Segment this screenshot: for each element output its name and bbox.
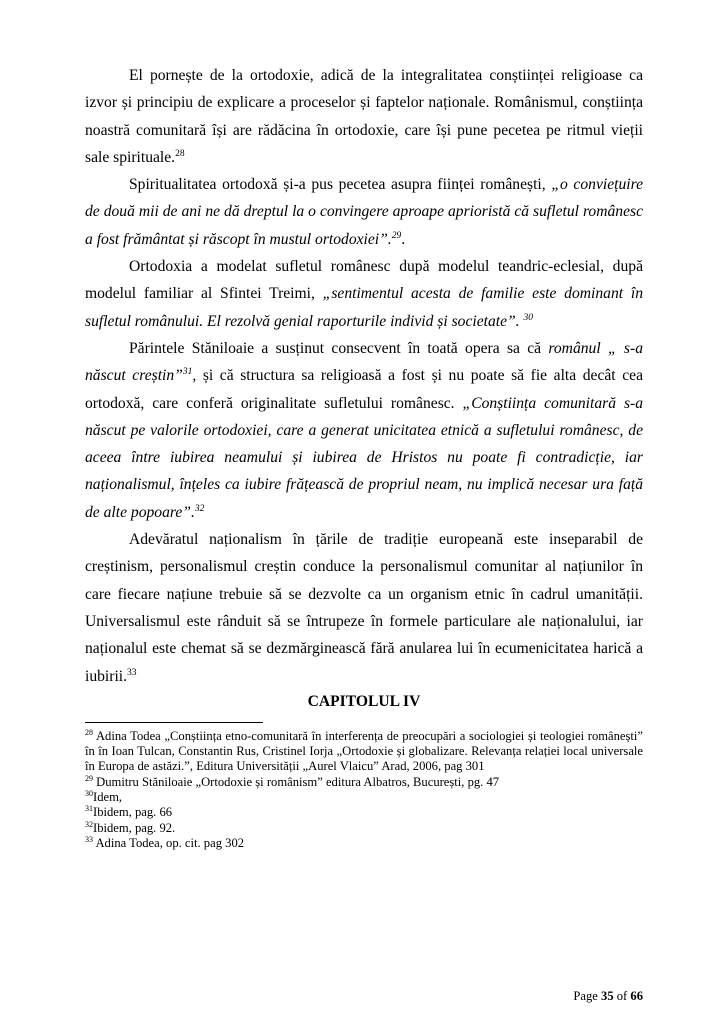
paragraph-text: El pornește de la ortodoxie, adică de la integralitatea conștiinței religioase ca izvor și principiu de explicare a proceselor și faptelor naționale. Românismul, conștiința noastră comunitară își are rădăcina în ortodoxie, care își pune pecetea pe ritmul vieții sale spirituale. [85,67,643,166]
page-total: 66 [630,989,643,1003]
footnote-text: Adina Todea, op. cit. pag 302 [93,835,245,850]
footnote-ref: 33 [127,667,137,678]
chapter-heading: CAPITOLUL IV [307,692,421,710]
footnote [85,775,643,790]
quoted-text: „sentimentul acesta de familie este dominant în sufletul românului. El rezolvă genial raporturile individ și societate”. [85,285,643,330]
body-paragraph [85,335,643,526]
page-footer [573,989,643,1004]
document-page [85,62,643,851]
footnote-number: 33 [85,834,93,844]
page-label: Page [573,989,602,1003]
footnote-number: 32 [85,819,93,829]
body-paragraph [85,526,643,690]
footnote-ref: 30 [523,312,533,323]
footnote-text: Ibidem, pag. 66 [93,805,173,820]
body-paragraph [85,62,643,171]
footnote-ref: 31 [182,367,193,378]
footnote [85,805,643,820]
footnote-text: Ibidem, pag. 92. [93,820,176,835]
paragraph-text: Spiritualitatea ortodoxă și-a pus pecetea asupra ființei românești, [129,176,552,194]
footnote-number: 29 [85,773,93,783]
body-paragraph [85,253,643,335]
footnote [85,729,643,775]
footnote [85,836,643,851]
body-text [85,62,643,690]
quoted-text: „o conviețuire de două mii de ani ne dă dreptul la o convingere aproape aprioristă că sufletul românesc a fost frământat și răscopt în mustul ortodoxiei”. [85,176,643,248]
footnote-text: Dumitru Stăniloaie „Ortodoxie și românism” editura Albatros, București, pg. 47 [93,774,500,789]
paragraph-text: . [401,230,406,248]
quoted-text: „Conștiința comunitară s-a născut pe valorile ortodoxiei, care a generat unicitatea etnică a sufletului românesc, de aceea între iubirea neamului și iubirea de Hristos nu poate fi contradicție, iar naționalismul, înțeles ca iubire frățească de propriul neam, nu implică necesar ura față de alte popoare”. [85,394,643,521]
paragraph-text: Părintele Stăniloaie a susținut consecvent în toată opera sa că [129,339,549,357]
footnotes [85,729,643,851]
footnote-ref: 28 [175,148,185,159]
footnote-number: 28 [85,727,93,737]
footnote [85,821,643,836]
paragraph-text: și că structura sa religioasă a fost și nu poate să fie alta decât cea ortodoxă, care conferă originalitate sufletului românesc. [85,367,643,412]
paragraph-text: Adevăratul naționalism în țările de tradiție europeană este inseparabil de creștinism, personalismul creștin conduce la personalismul comunitar al națiunilor în care fiecare națiune trebuie să se dezvolte ca un organism etnic în cadrul umanității. Universalismul este rânduit să se întrupeze în formele particulare ale naționalului, iar naționalul este chemat să se dezmărginească fără anularea lui în ecumenicitatea harică a iubirii. [85,531,643,685]
footnote-text: Idem, [93,790,123,805]
footnote [85,790,643,805]
page-current: 35 [601,989,614,1003]
paragraph-text: Ortodoxia a modelat sufletul românesc după modelul teandric-eclesial, după modelul familiar al Sfintei Treimi, [85,258,643,303]
footnote-separator [85,722,263,723]
body-paragraph [85,171,643,253]
footnote-number: 30 [85,788,93,798]
quoted-text: , [192,367,203,385]
footnote-ref: 29 [391,230,402,241]
page-sep: of [613,989,631,1003]
footnote-ref: 32 [194,503,205,514]
footnote-text: Adina Todea „Conștiința etno-comunitară în interferența de preocupări a sociologiei și teologiei românești” în în Ioan Tulcan, Constantin Rus, Cristinel Iorja „Ortodoxie și globalizare. Relevanța relației local universale în Europa de astăzi.”, Editura Universității „Aurel Vlaicu” Arad, 2006, pag 301 [85,728,643,774]
footnote-number: 31 [85,804,93,814]
quoted-text: românul „ s-a născut creștin” [85,339,643,385]
